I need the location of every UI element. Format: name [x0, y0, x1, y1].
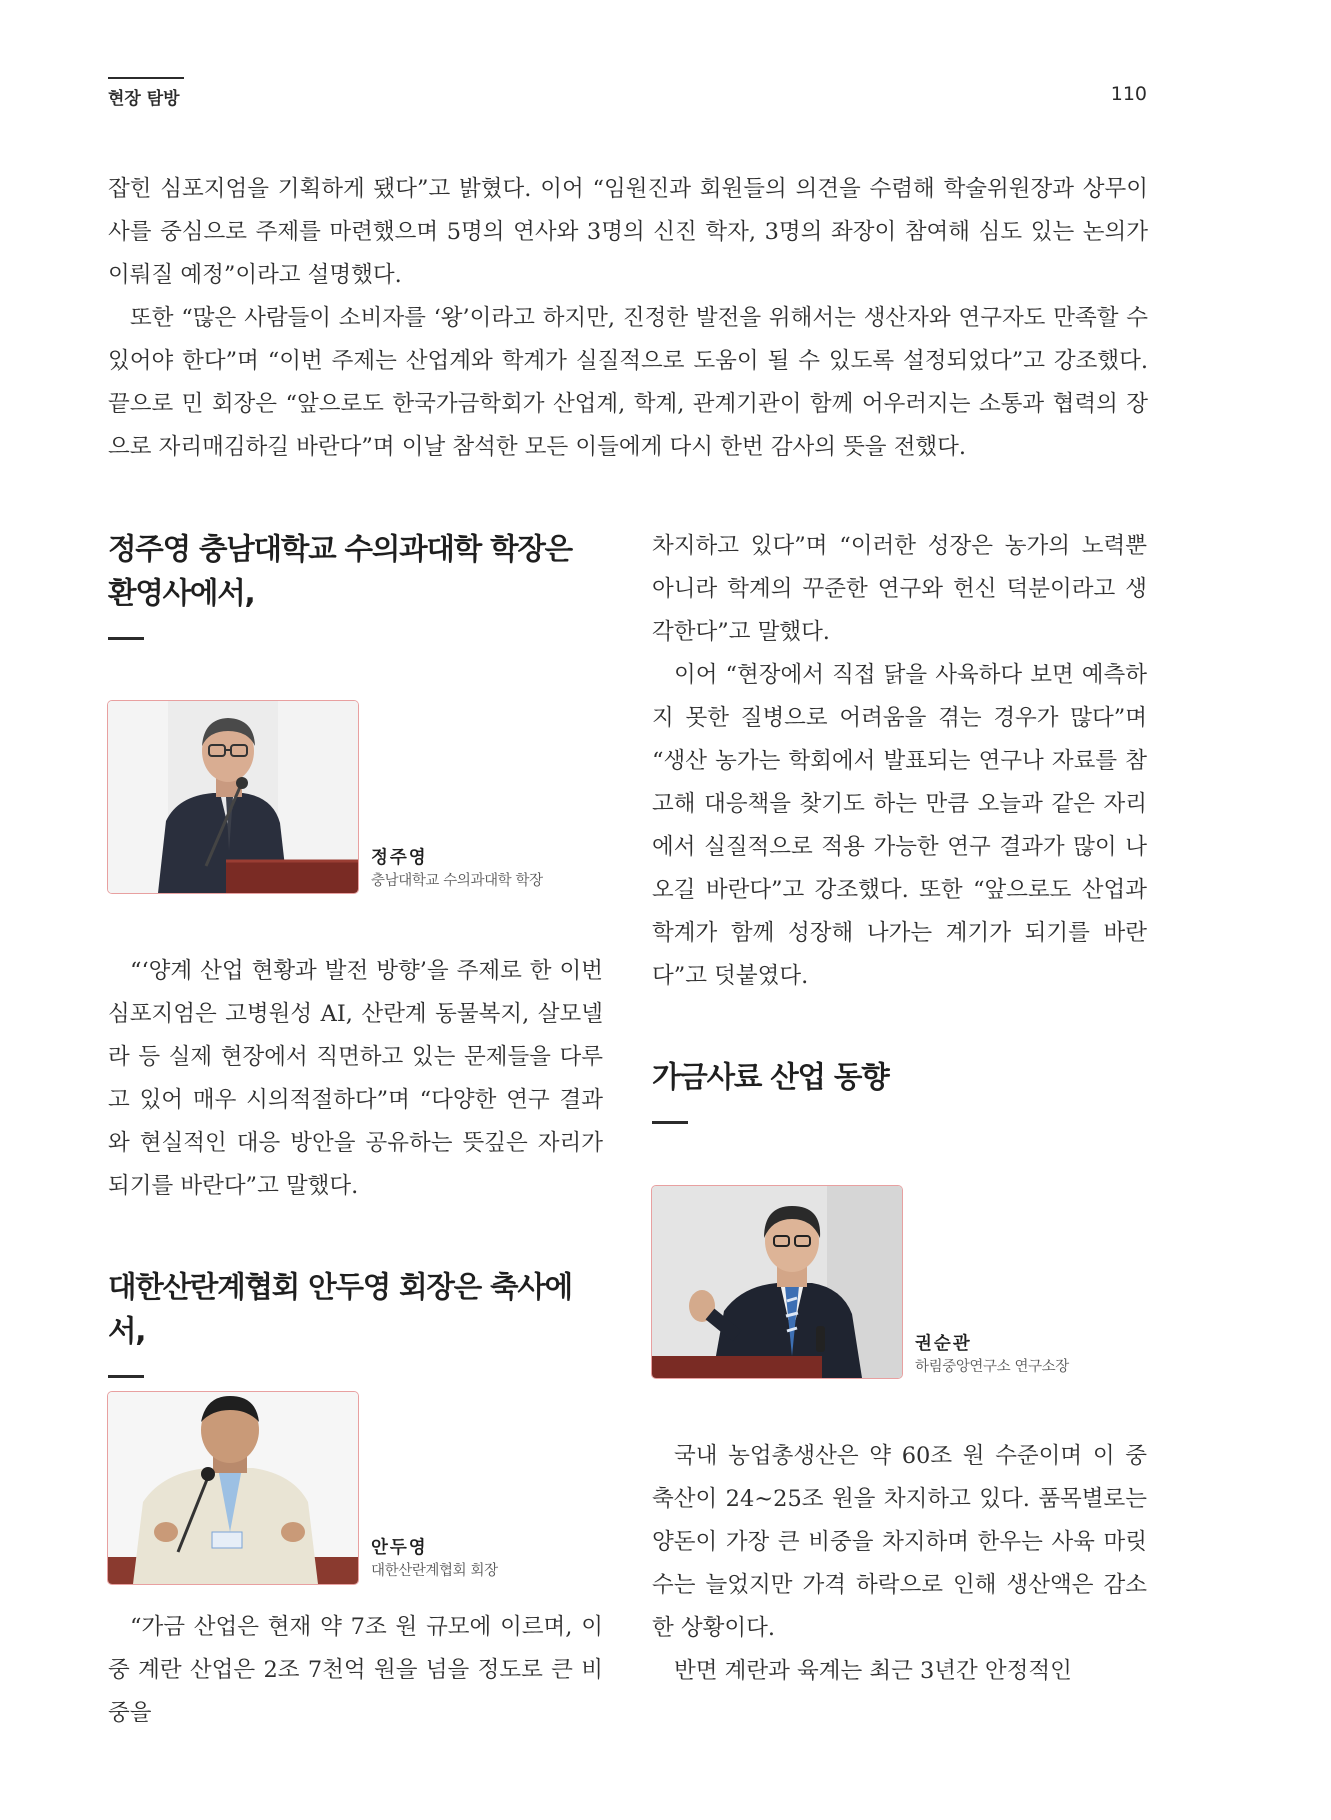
caption-name: 정주영 [371, 848, 428, 868]
speaker-photo [107, 700, 359, 894]
speaker-photo-illustration [108, 1392, 358, 1584]
body-paragraph: “가금 산업은 현재 약 7조 원 규모에 이르며, 이 중 계란 산업은 2조 7천억 원을 넘을 정도로 큰 비중을 [108, 1614, 603, 1726]
heading-rule [108, 637, 144, 640]
speaker-photo-illustration [108, 701, 358, 893]
photo-caption [371, 846, 543, 892]
caption-name: 안두영 [371, 1538, 428, 1558]
left-column-section-1-body [108, 950, 603, 1208]
section-label: 현장 탐방 [108, 89, 180, 109]
intro-text [108, 168, 1148, 469]
speaker-photo [651, 1185, 903, 1379]
header-rule [108, 77, 184, 79]
right-column-continuation [652, 525, 1147, 998]
photo-caption [915, 1332, 1069, 1378]
caption-title: 충남대학교 수의과대학 학장 [371, 873, 543, 889]
intro-paragraph: 또한 “많은 사람들이 소비자를 ‘왕’이라고 하지만, 진정한 발전을 위해서는 생산자와 연구자도 만족할 수 있어야 한다”며 “이번 주제는 산업계와 학계가 실질적으로 도움이 될 수 있도록 설정되었다”고 강조했다. 끝으로 민 회장은 “앞으로도 한국가금학회가 산업계, 학계, 관계기관이 함께 어우러지는 소통과 협력의 장으로 자리매김하길 바란다”며 이날 참석한 모든 이들에게 다시 한번 감사의 뜻을 전했다. [108, 305, 1148, 460]
intro-paragraph: 잡힌 심포지엄을 기획하게 됐다”고 밝혔다. 이어 “임원진과 회원들의 의견을 수렴해 학술위원장과 상무이사를 중심으로 주제를 마련했으며 5명의 연사와 3명의 신진 학자, 3명의 좌장이 참여해 심도 있는 논의가 이뤄질 예정”이라고 설명했다. [108, 176, 1148, 288]
speaker-photo-illustration [652, 1186, 902, 1378]
body-paragraph: 차지하고 있다”며 “이러한 성장은 농가의 노력뿐 아니라 학계의 꾸준한 연구와 헌신 덕분이라고 생각한다”고 말했다. [652, 533, 1147, 645]
heading-line: 환영사에서, [108, 576, 255, 610]
heading-rule [652, 1121, 688, 1124]
body-paragraph: 반면 계란과 육계는 최근 3년간 안정적인 [674, 1658, 1072, 1684]
body-paragraph: 국내 농업총생산은 약 60조 원 수준이며 이 중 축산이 24~25조 원을 차지하고 있다. 품목별로는 양돈이 가장 큰 비중을 차지하며 한우는 사육 마릿수는 늘었지만 가격 하락으로 인해 생산액은 감소한 상황이다. [652, 1443, 1147, 1641]
heading-rule [108, 1375, 144, 1378]
page-number: 110 [1110, 83, 1147, 105]
left-column-section-2-heading [108, 1265, 603, 1378]
speaker-photo [107, 1391, 359, 1585]
section-heading: 가금사료 산업 동향 [652, 1060, 889, 1094]
left-column-section-1-heading [108, 527, 603, 640]
left-column-section-2-body [108, 1606, 603, 1735]
caption-title: 하림중앙연구소 연구소장 [915, 1359, 1069, 1375]
body-paragraph: “‘양계 산업 현황과 발전 방향’을 주제로 한 이번 심포지엄은 고병원성 AI, 산란계 동물복지, 살모넬라 등 실제 현장에서 직면하고 있는 문제들을 다루고 있어 매우 시의적절하다”며 “다양한 연구 결과와 현실적인 대응 방안을 공유하는 뜻깊은 자리가 되기를 바란다”고 말했다. [108, 958, 603, 1199]
caption-name: 권순관 [915, 1334, 972, 1354]
body-paragraph: 이어 “현장에서 직접 닭을 사육하다 보면 예측하지 못한 질병으로 어려움을 겪는 경우가 많다”며 “생산 농가는 학회에서 발표되는 연구나 자료를 참고해 대응책을 찾기도 하는 만큼 오늘과 같은 자리에서 실질적으로 적용 가능한 연구 결과가 많이 나오길 바란다”고 강조했다. 또한 “앞으로도 산업과 학계가 함께 성장해 나가는 계기가 되기를 바란다”고 덧붙였다. [652, 662, 1147, 989]
right-column-section-3-heading [652, 1055, 1147, 1124]
caption-title: 대한산란계협회 회장 [371, 1563, 498, 1579]
heading-line: 정주영 충남대학교 수의과대학 학장은 [108, 532, 572, 566]
section-heading [108, 527, 603, 615]
photo-caption [371, 1536, 498, 1582]
section-heading: 대한산란계협회 안두영 회장은 축사에서, [108, 1270, 572, 1348]
right-column-section-3-body [652, 1435, 1147, 1693]
